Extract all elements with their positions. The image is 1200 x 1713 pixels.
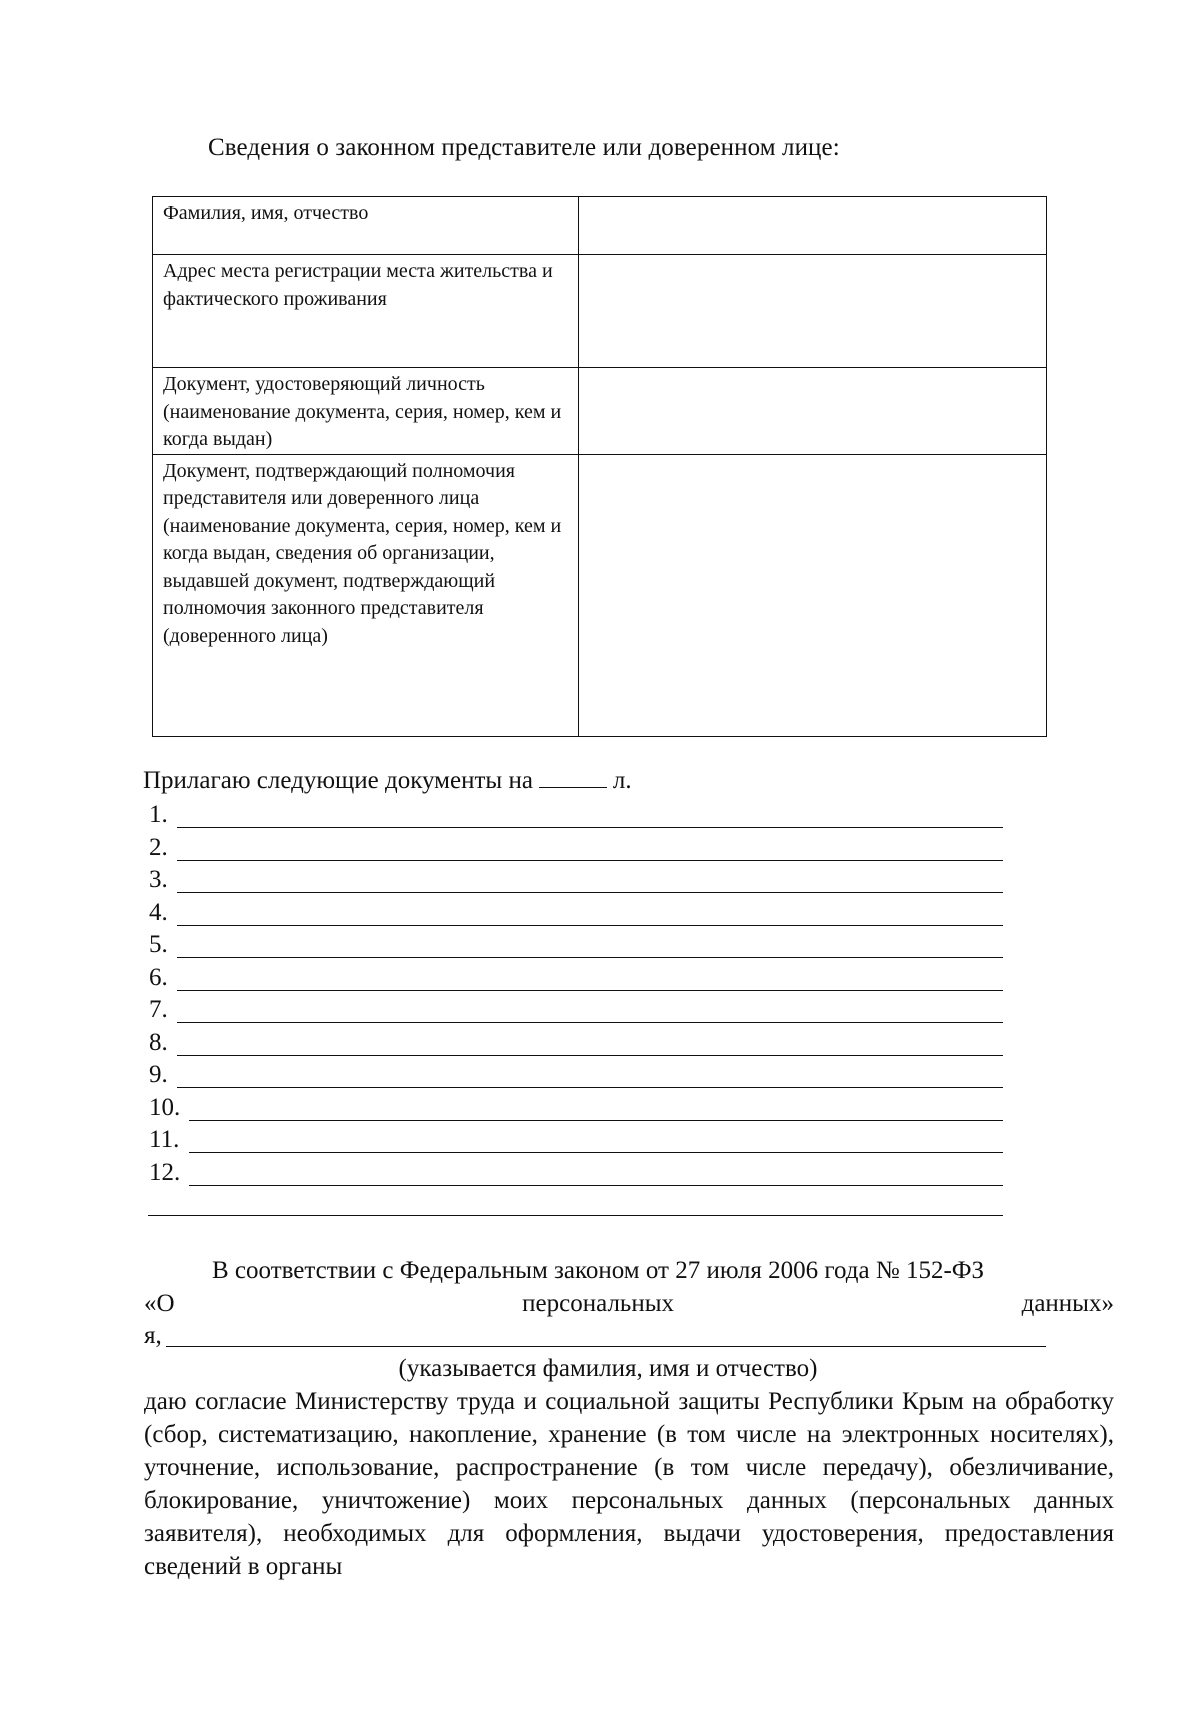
law-name-part: «О [144,1290,175,1317]
list-item-number: 2. [149,833,168,861]
representative-table [152,196,1047,737]
list-item-number: 7. [149,996,168,1023]
list-item-number: 4. [149,898,168,926]
table-row [153,197,1047,255]
list-item-blank-line[interactable] [177,860,1003,861]
row-value-full-name[interactable] [579,197,1047,255]
consent-section [144,1254,1114,1583]
list-item-blank-line[interactable] [189,1120,1003,1121]
law-name-part: данных» [1021,1290,1114,1317]
list-item-number: 6. [149,963,168,991]
row-label-authority-document: Документ, подтверждающий полномочия представителя или доверенного лица (наименование документа, серия, номер, кем и когда выдан, сведения об организации, выдавшей документ, подтверждающий полномочия законного представителя (доверенного лица) [153,454,579,736]
list-item-blank-line[interactable] [177,827,1003,828]
list-item-blank-line[interactable] [177,1055,1003,1056]
list-item-blank-line[interactable] [189,1152,1003,1153]
list-item-blank-line[interactable] [177,990,1003,991]
list-item [143,833,1003,866]
list-item [143,995,1003,1028]
attachments-list [143,800,1003,1190]
list-item-blank-line[interactable] [189,1185,1003,1186]
attachments-intro [143,765,632,795]
list-item-number: 11. [149,1126,180,1153]
attachments-intro-text: Прилагаю следующие документы на [143,767,533,794]
list-item-blank-line[interactable] [177,957,1003,958]
list-item [143,1158,1003,1191]
row-value-address[interactable] [579,255,1047,368]
law-name-part: персональных [522,1290,674,1317]
list-item-number: 10. [149,1093,181,1121]
list-item [143,1125,1003,1158]
consent-intro: В соответствии с Федеральным законом от 27 июля 2006 года № 152-ФЗ [212,1257,985,1284]
list-item [143,898,1003,931]
list-item-blank-line[interactable] [177,892,1003,893]
full-name-blank-line[interactable] [166,1346,1046,1347]
list-item [143,930,1003,963]
list-item-blank-line[interactable] [177,1087,1003,1088]
list-item-blank-line[interactable] [177,925,1003,926]
table-row [153,255,1047,368]
row-value-identity-document[interactable] [579,368,1047,455]
list-item [143,800,1003,833]
row-label-full-name: Фамилия, имя, отчество [153,197,579,255]
section-title: Сведения о законном представителе или доверенном лице: [208,134,840,161]
row-label-identity-document: Документ, удостоверяющий личность (наименование документа, серия, номер, кем и когда выдан) [153,368,579,455]
row-label-address: Адрес места регистрации места жительства и фактического проживания [153,255,579,368]
list-item-number: 3. [149,866,168,893]
list-item-number: 8. [149,1028,168,1056]
extra-blank-line[interactable] [148,1215,1003,1216]
consent-body: даю согласие Министерству труда и социальной защиты Республики Крым на обработку (сбор, систематизацию, накопление, хранение (в том числе на электронных носителях), уточнение, использование, распространение (в том числе передачу), обезличивание, блокирование, уничтожение) моих персональных данных (персональных данных заявителя), необходимых для оформления, выдачи удостоверения, предоставления сведений в органы [144,1388,1114,1580]
list-item [143,1060,1003,1093]
name-entry [144,1320,1114,1352]
list-item-number: 1. [149,801,168,828]
list-item-number: 12. [149,1158,181,1186]
list-item-number: 9. [149,1061,168,1088]
list-item [143,865,1003,898]
table-row [153,454,1047,736]
name-hint: (указывается фамилия, имя и отчество) [398,1355,818,1382]
list-item-blank-line[interactable] [177,1022,1003,1023]
row-value-authority-document[interactable] [579,454,1047,736]
law-name [144,1287,1114,1320]
list-item [143,1093,1003,1126]
list-item [143,1028,1003,1061]
table-row [153,368,1047,455]
list-item [143,963,1003,996]
ya-label: я, [144,1322,162,1349]
pages-count-blank[interactable] [539,765,607,788]
attachments-intro-unit: л. [612,767,632,794]
list-item-number: 5. [149,931,168,958]
